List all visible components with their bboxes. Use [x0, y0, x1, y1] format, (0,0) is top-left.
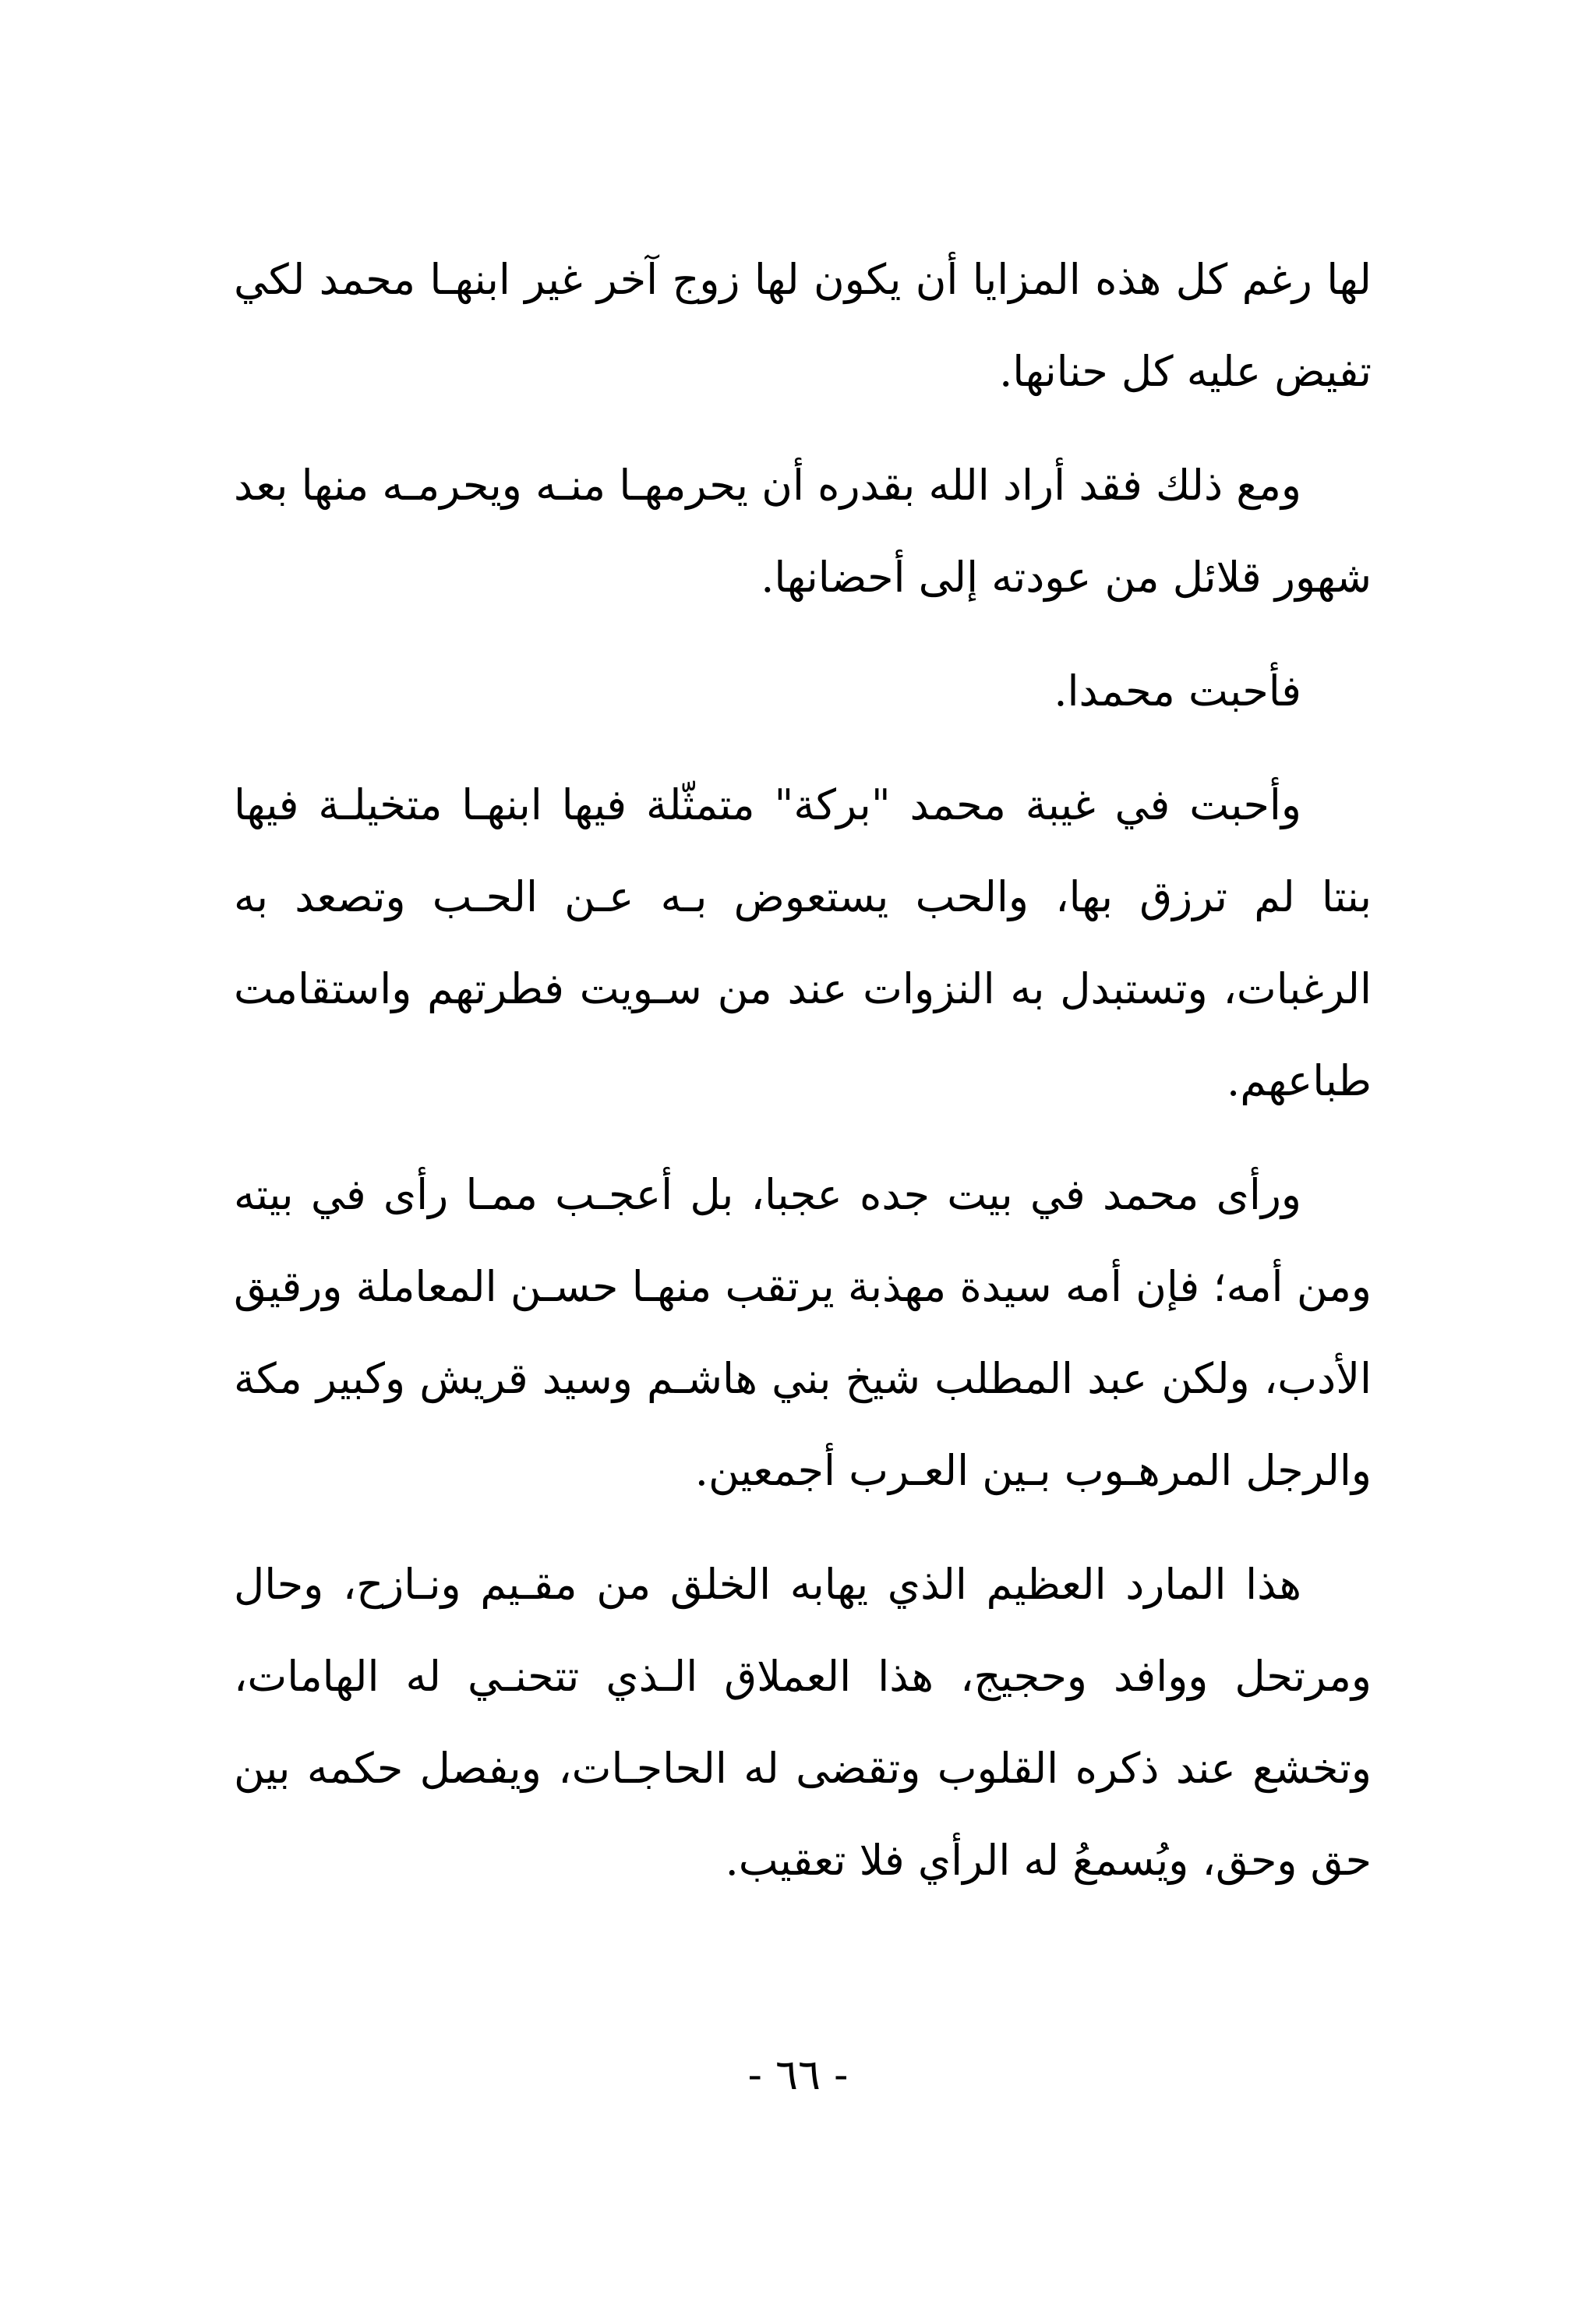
page-number: - ٦٦ - [747, 2050, 849, 2099]
paragraph-5: ورأى محمد في بيت جده عجبا، بل أعجـب ممـا رأى في بيته ومن أمه؛ فإن أمه سيدة مهذبة يرتقب منهـا حسـن المعاملة ورقيق الأدب، ولكن عبد المطلب شيخ بني هاشـم وسيد قريش وكبير مكة والرجل المرهـوب بـين العـرب أجمعين. [234, 1170, 1372, 1495]
paragraph-1: لها رغم كل هذه المزايا أن يكون لها زوج آخر غير ابنهـا محمد لكي تفيض عليه كل حنانها. [234, 255, 1372, 396]
paragraph-4: وأحبت في غيبة محمد "بركة" متمثّلة فيها ابنهـا متخيلـة فيها بنتا لم ترزق بها، والحب يستعوض بـه عـن الحـب وتصعد به الرغبات، وتستبدل به النزوات عند من سـويت فطرتهم واستقامت طباعهم. [234, 780, 1372, 1105]
paragraph-3: فأحبت محمدا. [1054, 666, 1301, 716]
paragraph-2: ومع ذلك فقد أراد الله بقدره أن يحرمهـا منـه ويحرمـه منها بعد شهور قلائل من عودته إلى أحضانها. [234, 461, 1372, 602]
body-text [234, 234, 1372, 1928]
paragraph-6: هذا المارد العظيم الذي يهابه الخلق من مقـيم ونـازح، وحال ومرتحل ووافد وحجيج، هذا العملاق الـذي تتحنـي له الهامات، وتخشع عند ذكره القلوب وتقضى له الحاجـات، ويفصل حكمه بين حق وحق، ويُسمعُ له الرأي فلا تعقيب. [234, 1560, 1372, 1885]
